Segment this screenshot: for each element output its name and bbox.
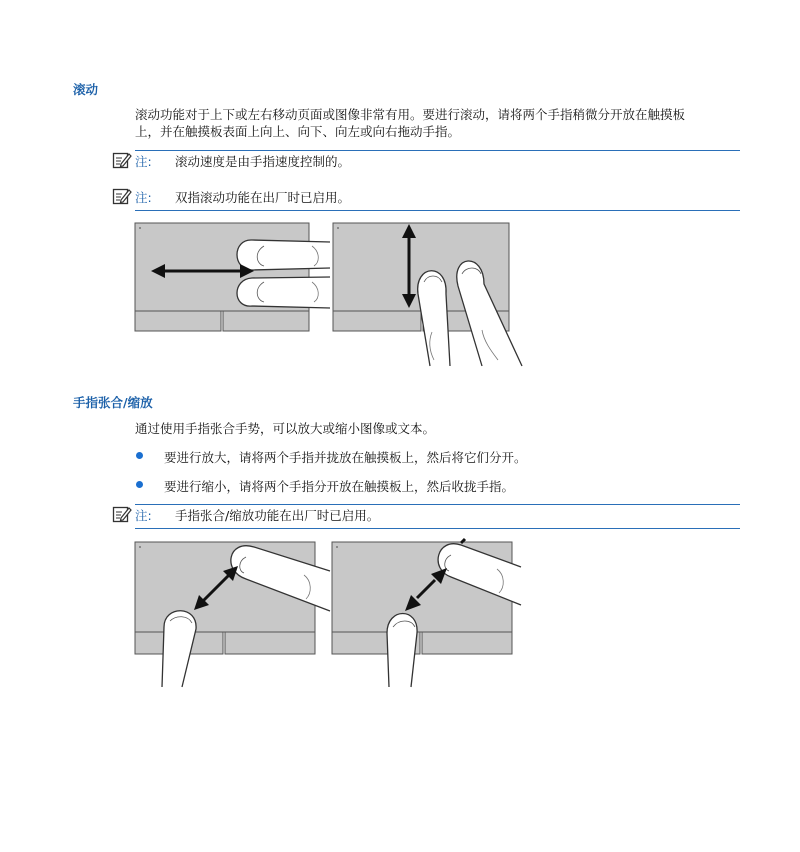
touchpad-zoom-in-illustration (134, 541, 334, 687)
note-text: 滚动速度是由手指速度控制的。 (175, 154, 351, 169)
note-label: 注: (135, 508, 152, 523)
scroll-note-2 (112, 185, 740, 207)
note-text: 手指张合/缩放功能在出厂时已启用。 (175, 508, 380, 523)
bullet-marker (136, 481, 143, 488)
note-text: 双指滚动功能在出厂时已启用。 (175, 190, 351, 205)
note-pencil-icon (112, 151, 132, 169)
note-label: 注: (135, 190, 152, 205)
note-label: 注: (135, 154, 152, 169)
bullet-marker (136, 452, 143, 459)
note-divider (135, 210, 740, 211)
pinch-intro: 通过使用手指张合手势，可以放大或缩小图像或文本。 (135, 421, 436, 436)
scroll-intro-line1: 滚动功能对于上下或左右移动页面或图像非常有用。要进行滚动，请将两个手指稍微分开放在触摸板 (135, 107, 686, 122)
note-pencil-icon (112, 505, 132, 523)
pinch-note (112, 503, 740, 525)
scroll-intro (135, 106, 755, 140)
scroll-intro-line2: 上，并在触摸板表面上向上、向下、向左或向右拖动手指。 (135, 124, 461, 139)
note-divider (135, 528, 740, 529)
pinch-bullet-zoom-out: 要进行缩小，请将两个手指分开放在触摸板上，然后收拢手指。 (164, 479, 515, 494)
scroll-heading: 滚动 (73, 82, 99, 97)
note-pencil-icon (112, 187, 132, 205)
scroll-note-1 (112, 149, 740, 171)
touchpad-zoom-out-illustration (331, 541, 531, 687)
touchpad-vertical-scroll-illustration (332, 222, 532, 368)
pinch-bullet-zoom-in: 要进行放大，请将两个手指并拢放在触摸板上，然后将它们分开。 (164, 450, 527, 465)
touchpad-horizontal-scroll-illustration (134, 222, 334, 338)
pinch-heading: 手指张合/缩放 (73, 395, 153, 410)
